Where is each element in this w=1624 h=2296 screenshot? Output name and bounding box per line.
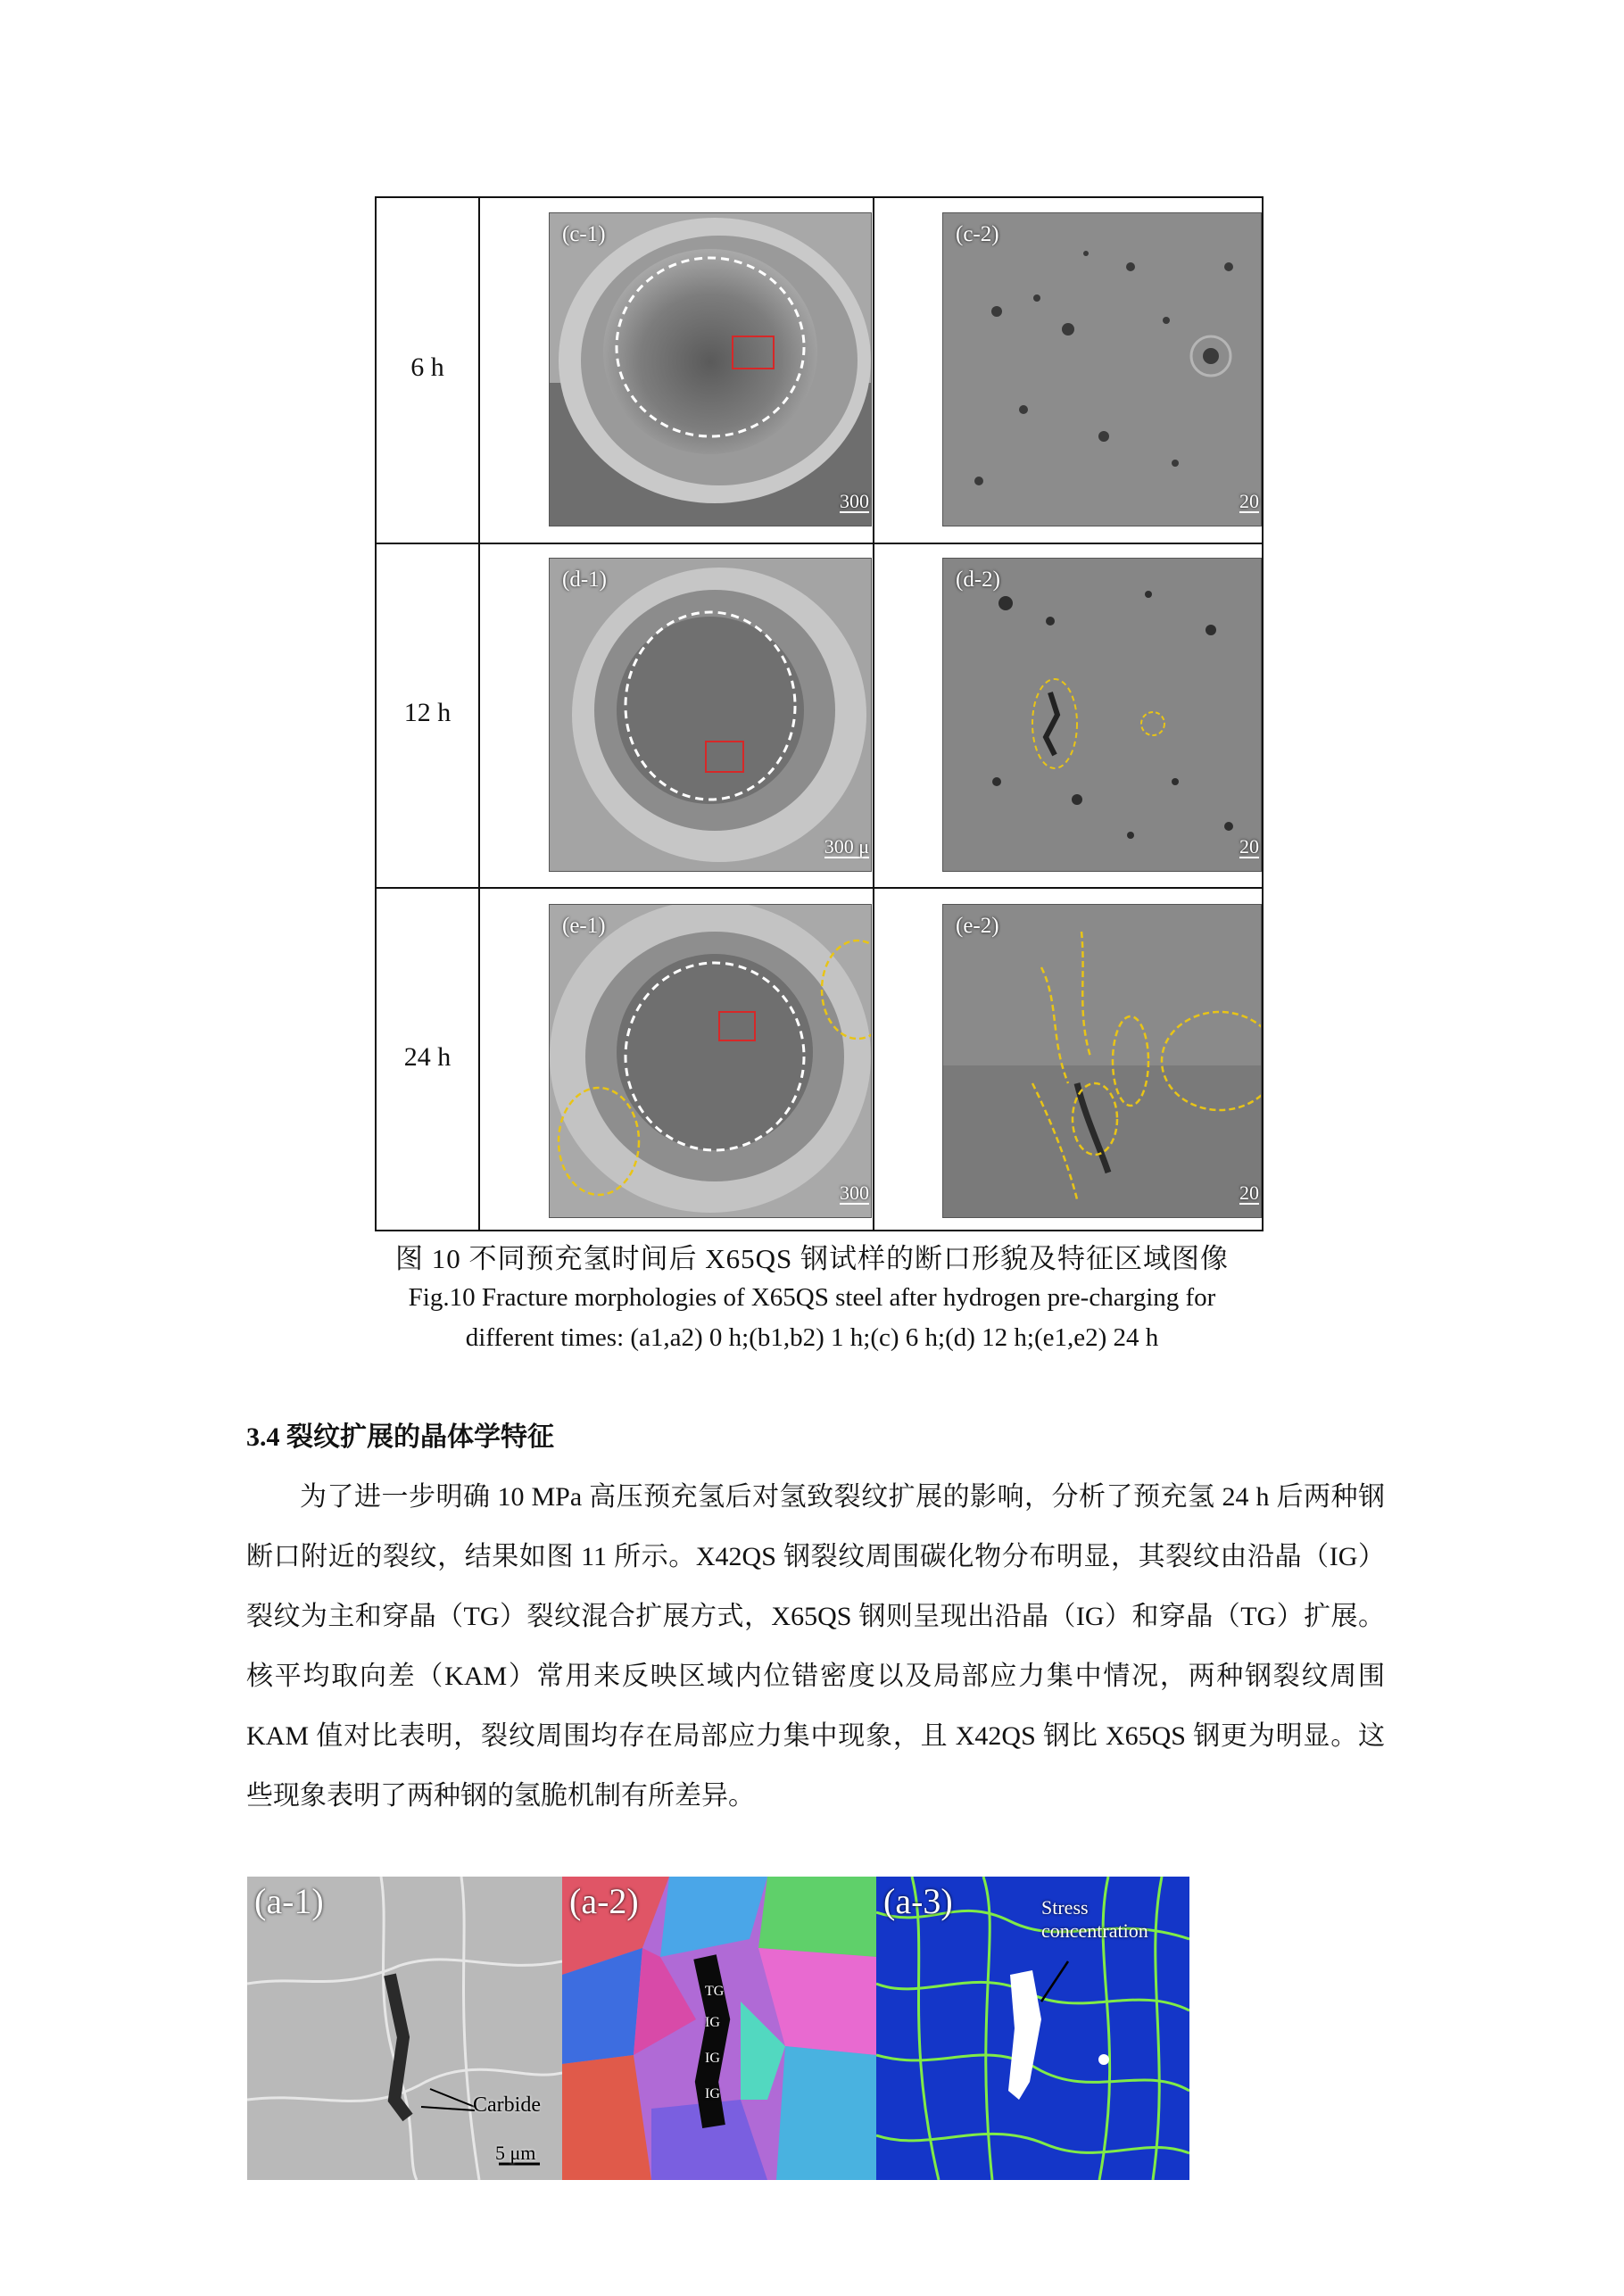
panel-label-c2: (c-2) bbox=[956, 222, 999, 246]
figure-11-panel-a2 bbox=[562, 1877, 876, 2180]
sem-image-c1 bbox=[549, 212, 872, 526]
stress-annotation-line2: concentration bbox=[1041, 1919, 1148, 1942]
table-col-divider-1 bbox=[478, 196, 480, 1231]
scale-bar-a1: 5 μm bbox=[495, 2142, 536, 2164]
scale-bar-c1: 300 bbox=[840, 490, 869, 512]
table-divider-2 bbox=[375, 887, 1264, 889]
figure-11-panel-a3 bbox=[876, 1877, 1189, 2180]
mark-ig-1: IG bbox=[705, 2015, 720, 2030]
sem-image-e1 bbox=[549, 904, 872, 1218]
sem-d2-drawing bbox=[943, 559, 1261, 871]
scale-bar-e2: 20 bbox=[1239, 1181, 1259, 1204]
table-col-divider-2 bbox=[873, 196, 874, 1231]
table-divider-1 bbox=[375, 543, 1264, 544]
figure-10-caption-cn: 图 10 不同预充氢时间后 X65QS 钢试样的断口形貌及特征区域图像 bbox=[394, 1243, 1229, 1274]
scale-bar-c2: 20 bbox=[1239, 490, 1259, 512]
scale-bar-d1: 300 μ bbox=[824, 835, 869, 858]
sem-e1-drawing bbox=[550, 905, 871, 1217]
row-label-12h: 12 h bbox=[403, 698, 452, 727]
figure-10-caption-en-line2: different times: (a1,a2) 0 h;(b1,b2) 1 h;(c) 6 h;(d) 12 h;(e1,e2) 24 h bbox=[465, 1323, 1159, 1352]
panel-label-d1: (d-1) bbox=[562, 568, 607, 592]
section-title: 3.4 裂纹扩展的晶体学特征 bbox=[246, 1422, 554, 1452]
row-label-6h: 6 h bbox=[410, 352, 444, 382]
sem-image-e2 bbox=[942, 904, 1262, 1218]
mark-tg: TG bbox=[705, 1984, 725, 1999]
panel-label-a2: (a-2) bbox=[569, 1881, 639, 1921]
table-border-right bbox=[1262, 196, 1264, 1231]
scale-bar-e1: 300 bbox=[840, 1181, 869, 1204]
sem-image-d2 bbox=[942, 558, 1262, 872]
row-label-24h: 24 h bbox=[403, 1042, 452, 1072]
carbide-annotation: Carbide bbox=[473, 2093, 541, 2117]
mark-ig-3: IG bbox=[705, 2086, 720, 2101]
panel-label-e2: (e-2) bbox=[956, 914, 999, 938]
sem-e2-drawing bbox=[943, 905, 1261, 1217]
sem-c2-drawing bbox=[943, 213, 1261, 526]
sem-c1-drawing bbox=[550, 213, 871, 526]
figure-10-caption-en-line1: Fig.10 Fracture morphologies of X65QS steel after hydrogen pre-charging for bbox=[408, 1283, 1216, 1312]
sem-d1-drawing bbox=[550, 559, 871, 871]
scale-bar-d2: 20 bbox=[1239, 835, 1259, 858]
figure-11-panel-a1 bbox=[247, 1877, 562, 2180]
body-paragraph: 为了进一步明确 10 MPa 高压预充氢后对氢致裂纹扩展的影响，分析了预充氢 24 h 后两种钢断口附近的裂纹，结果如图 11 所示。X42QS 钢裂纹周围碳化物分布明显，其裂纹由沿晶（IG）裂纹为主和穿晶（TG）裂纹混合扩展方式，X65QS 钢则呈现出沿晶（IG）和穿晶（TG）扩展。核平均取向差（KAM）常用来反映区域内位错密度以及局部应力集中情况，两种钢裂纹周围 KAM 值对比表明，裂纹周围均存在局部应力集中现象，且 X42QS 钢比 X65QS 钢更为明显。这些现象表明了两种钢的氢脆机制有所差异。 bbox=[246, 1482, 1385, 1811]
panel-label-d2: (d-2) bbox=[956, 568, 1000, 592]
panel-label-a1: (a-1) bbox=[254, 1881, 324, 1921]
mark-ig-2: IG bbox=[705, 2051, 720, 2066]
figure-10-table bbox=[375, 196, 1264, 1231]
table-border-top bbox=[375, 196, 1264, 198]
sem-a1-drawing bbox=[247, 1877, 562, 2180]
sem-image-d1 bbox=[549, 558, 872, 872]
table-border-bottom bbox=[375, 1230, 1264, 1231]
panel-label-a3: (a-3) bbox=[883, 1881, 953, 1921]
panel-label-e1: (e-1) bbox=[562, 914, 606, 938]
sem-image-c2 bbox=[942, 212, 1262, 526]
stress-annotation-line1: Stress bbox=[1041, 1896, 1089, 1919]
panel-label-c1: (c-1) bbox=[562, 222, 606, 246]
